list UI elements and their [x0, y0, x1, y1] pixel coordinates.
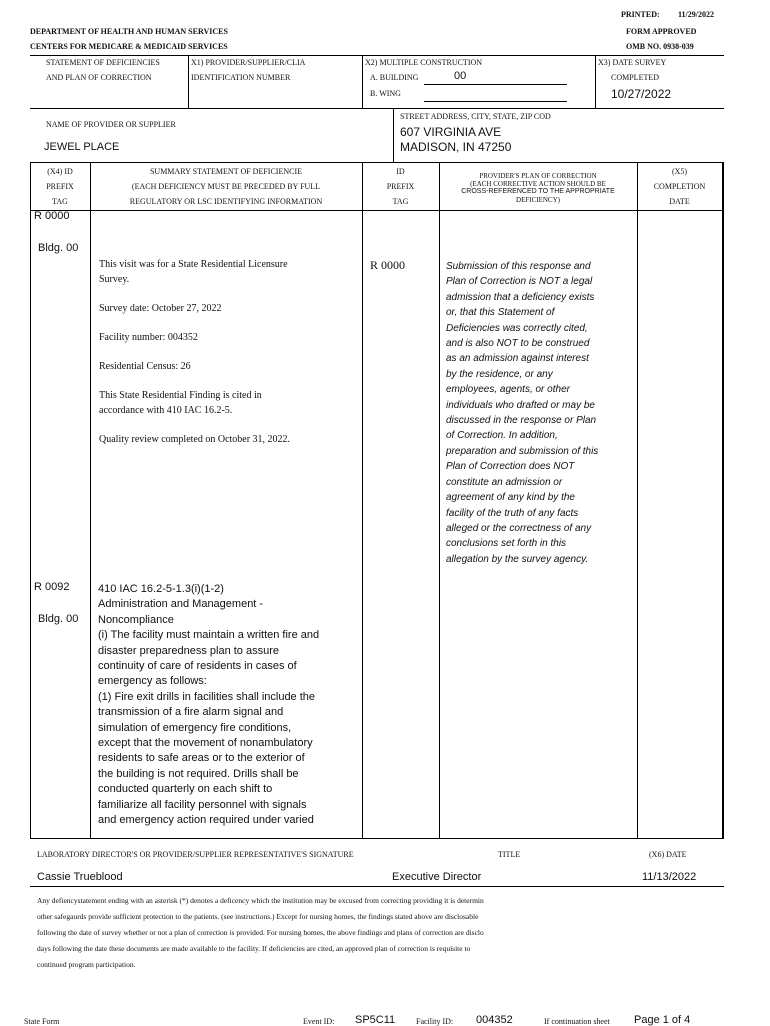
divider [362, 55, 363, 108]
poc-line: alleged or the correctness of any [446, 522, 592, 534]
multiple-construction-label: X2) MULTIPLE CONSTRUCTION [365, 58, 483, 67]
poc-line: of Correction. In addition, [446, 430, 558, 442]
entry1-para1 [99, 257, 359, 287]
poc-line: or, that this Statement of [446, 307, 555, 319]
entry1-para5 [99, 388, 359, 418]
entry1-para5-line1: This State Residential Finding is cited in [99, 390, 262, 401]
col-summary-line1: SUMMARY STATEMENT OF DEFICIENCIE [149, 167, 303, 176]
wing-underline [424, 101, 567, 102]
entry1-id-tag: R 0000 [370, 258, 406, 272]
printed-label: PRINTED: [621, 10, 660, 19]
entry1-para5-line2: accordance with 410 IAC 16.2-5. [99, 405, 233, 416]
divider [30, 108, 724, 109]
event-id-value: SP5C11 [355, 1014, 396, 1026]
col-id-line3: TAG [392, 197, 409, 206]
divider [30, 162, 724, 163]
disclaimer-line: continued program participation. [37, 960, 136, 969]
provider-name-label: NAME OF PROVIDER OR SUPPLIER [46, 120, 176, 129]
poc-line: Plan of Correction does NOT [446, 461, 575, 473]
date-survey-label-1: X3) DATE SURVEY [598, 58, 667, 67]
entry1-para3: Facility number: 004352 [99, 332, 198, 343]
table-top-border [30, 55, 724, 56]
entry2-line: and emergency action required under varied [98, 814, 314, 827]
col-x5-line3: DATE [669, 197, 690, 206]
poc-line: as an admission against interest [446, 353, 589, 365]
disclaimer-line: other safegaurds provide sufficient protection to the patients. (see instructions.) Except for nursing homes, the findings stated above are disclosable [37, 912, 479, 921]
poc-line: individuals who drafted or may be [446, 399, 595, 411]
poc-line: and is also NOT to be construed [446, 338, 590, 350]
entry1-plan-of-correction [446, 259, 636, 567]
state-form-label: State Form [24, 1017, 60, 1026]
entry2-line: transmission of a fire alarm signal and [98, 706, 284, 719]
centers-title: CENTERS FOR MEDICARE & MEDICAID SERVICES [30, 42, 228, 51]
statement-label-2: AND PLAN OF CORRECTION [46, 73, 152, 82]
signature-date: 11/13/2022 [642, 871, 697, 883]
entry2-line: Noncompliance [98, 613, 174, 626]
omb-number: OMB NO. 0938-039 [626, 42, 694, 51]
poc-line: by the residence, or any [446, 368, 553, 380]
table-left-border [30, 162, 31, 838]
entry2-line: disaster preparedness plan to assure [98, 644, 279, 657]
poc-line: Deficiencies was correctly cited, [446, 322, 588, 334]
entry2-line: conducted quarterly on each shift to [98, 783, 273, 796]
poc-line: preparation and submission of this [446, 445, 599, 457]
col-x5-line1: (X5) [671, 167, 688, 176]
entry1-para4: Residential Census: 26 [99, 361, 191, 372]
entry2-line: the building is not required. Drills shall be [98, 767, 299, 780]
entry1-tag: R 0000 [34, 210, 70, 222]
col-id-line2: PREFIX [386, 182, 415, 191]
date-survey-value: 10/27/2022 [611, 87, 672, 101]
poc-line: agreement of any kind by the [446, 492, 575, 504]
address-label: STREET ADDRESS, CITY, STATE, ZIP COD [400, 112, 551, 121]
facility-id-label: Facility ID: [416, 1017, 454, 1026]
entry2-line: (i) The facility must maintain a written fire and [98, 629, 320, 642]
wing-label: B. WING [370, 89, 401, 98]
col-x5-line2: COMPLETION [653, 182, 706, 191]
printed-date: 11/29/2022 [678, 10, 715, 19]
entry2-tag: R 0092 [34, 581, 70, 593]
page-number: Page 1 of 4 [634, 1014, 691, 1026]
entry2-line: simulation of emergency fire conditions, [98, 721, 292, 734]
divider [188, 55, 189, 108]
poc-line: discussed in the response or Plan [446, 415, 597, 427]
event-id-label: Event ID: [303, 1017, 335, 1026]
entry2-line: residents to safe areas or to the exterior of [98, 752, 305, 765]
entry1-bldg: Bldg. 00 [38, 242, 79, 254]
entry1-para6: Quality review completed on October 31, 2022. [99, 434, 291, 445]
statement-label-1: STATEMENT OF DEFICIENCIES [46, 58, 160, 67]
col-poc-line3: CROSS-REFERENCED TO THE APPROPRIATE [461, 188, 615, 195]
entry1-summary [99, 257, 359, 461]
poc-line: employees, agents, or other [446, 384, 570, 396]
col-poc-line4: DEFICIENCY) [516, 196, 560, 204]
title-label: TITLE [498, 850, 521, 859]
poc-line: admission that a deficiency exists [446, 291, 595, 303]
poc-line: constitute an admission or [446, 476, 563, 488]
divider [362, 162, 363, 838]
department-title: DEPARTMENT OF HEALTH AND HUMAN SERVICES [30, 27, 228, 36]
col-x4-line2: PREFIX [46, 182, 74, 191]
divider [393, 108, 394, 162]
disclaimer-line: days following the date these documents are made available to the facility. If deficiencies are cited, an approved plan of correction is requisite to [37, 944, 471, 953]
entry1-para2: Survey date: October 27, 2022 [99, 303, 222, 314]
date-survey-label-2: COMPLETED [611, 73, 659, 82]
entry2-line: (1) Fire exit drills in facilities shall include the [98, 690, 316, 703]
entry2-line: familiarize all facility personnel with signals [98, 798, 307, 811]
provider-id-label-1: X1) PROVIDER/SUPPLIER/CLIA [191, 58, 306, 67]
building-underline [424, 84, 567, 85]
building-label: A. BUILDING [370, 73, 419, 82]
poc-line: allegation by the survey agency. [446, 553, 589, 565]
disclaimer-line: Any defiencystatement ending with an asterisk (*) denotes a deficency which the institution may be excused from correcting providing it is determin [37, 896, 484, 905]
poc-line: Submission of this response and [446, 261, 591, 272]
provider-id-label-2: IDENTIFICATION NUMBER [191, 73, 291, 82]
divider [595, 55, 596, 108]
entry2-summary [98, 582, 360, 829]
address-line1: 607 VIRGINIA AVE [400, 125, 502, 139]
disclaimer [37, 893, 737, 973]
address-line2: MADISON, IN 47250 [400, 140, 512, 154]
entry2-line: emergency as follows: [98, 675, 207, 688]
col-summary-line3: REGULATORY OR LSC IDENTIFYING INFORMATION [129, 197, 323, 206]
divider [439, 162, 440, 838]
table-right-border [722, 162, 724, 838]
continuation-label: If continuation sheet [544, 1017, 610, 1026]
facility-id-value: 004352 [476, 1014, 513, 1026]
signature-label: LABORATORY DIRECTOR'S OR PROVIDER/SUPPLIER REPRESENTATIVE'S SIGNATURE [37, 850, 354, 859]
col-summary-line2: (EACH DEFICIENCY MUST BE PRECEDED BY FULL [131, 182, 321, 191]
signature-title: Executive Director [392, 871, 482, 883]
table-bottom-border [30, 838, 724, 839]
divider [637, 162, 638, 838]
col-x4-line1: (X4) ID [47, 167, 73, 176]
signature-underline [30, 886, 724, 887]
poc-line: Plan of Correction is NOT a legal [446, 276, 593, 288]
entry2-line: except that the movement of nonambulatory [98, 737, 313, 750]
provider-name-value: JEWEL PLACE [44, 141, 120, 153]
col-id-line1: ID [396, 167, 405, 176]
signature-name: Cassie Trueblood [37, 871, 123, 883]
divider [90, 162, 91, 838]
poc-line: conclusions set forth in this [446, 538, 567, 550]
building-value: 00 [454, 70, 467, 82]
form-approved: FORM APPROVED [626, 27, 697, 36]
entry2-line: 410 IAC 16.2-5-1.3(i)(1-2) [98, 583, 224, 595]
divider [30, 210, 724, 211]
disclaimer-line: following the date of survey whether or not a plan of correction is provided. For nursing homes, the above findings and plans of correction are disclo [37, 928, 484, 937]
col-poc-line1: PROVIDER'S PLAN OF CORRECTION [479, 172, 597, 180]
col-x4-line3: TAG [52, 197, 68, 206]
poc-line: facility of the truth of any facts [446, 507, 579, 519]
entry1-para1-line2: Survey. [99, 274, 130, 285]
date-label: (X6) DATE [649, 850, 687, 859]
entry2-bldg: Bldg. 00 [38, 613, 79, 625]
col-poc-line2: (EACH CORRECTIVE ACTION SHOULD BE [470, 180, 606, 188]
entry2-line: continuity of care of residents in cases of [98, 660, 297, 673]
entry2-line: Administration and Management - [98, 598, 264, 611]
entry1-para1-line1: This visit was for a State Residential Licensure [99, 259, 288, 270]
